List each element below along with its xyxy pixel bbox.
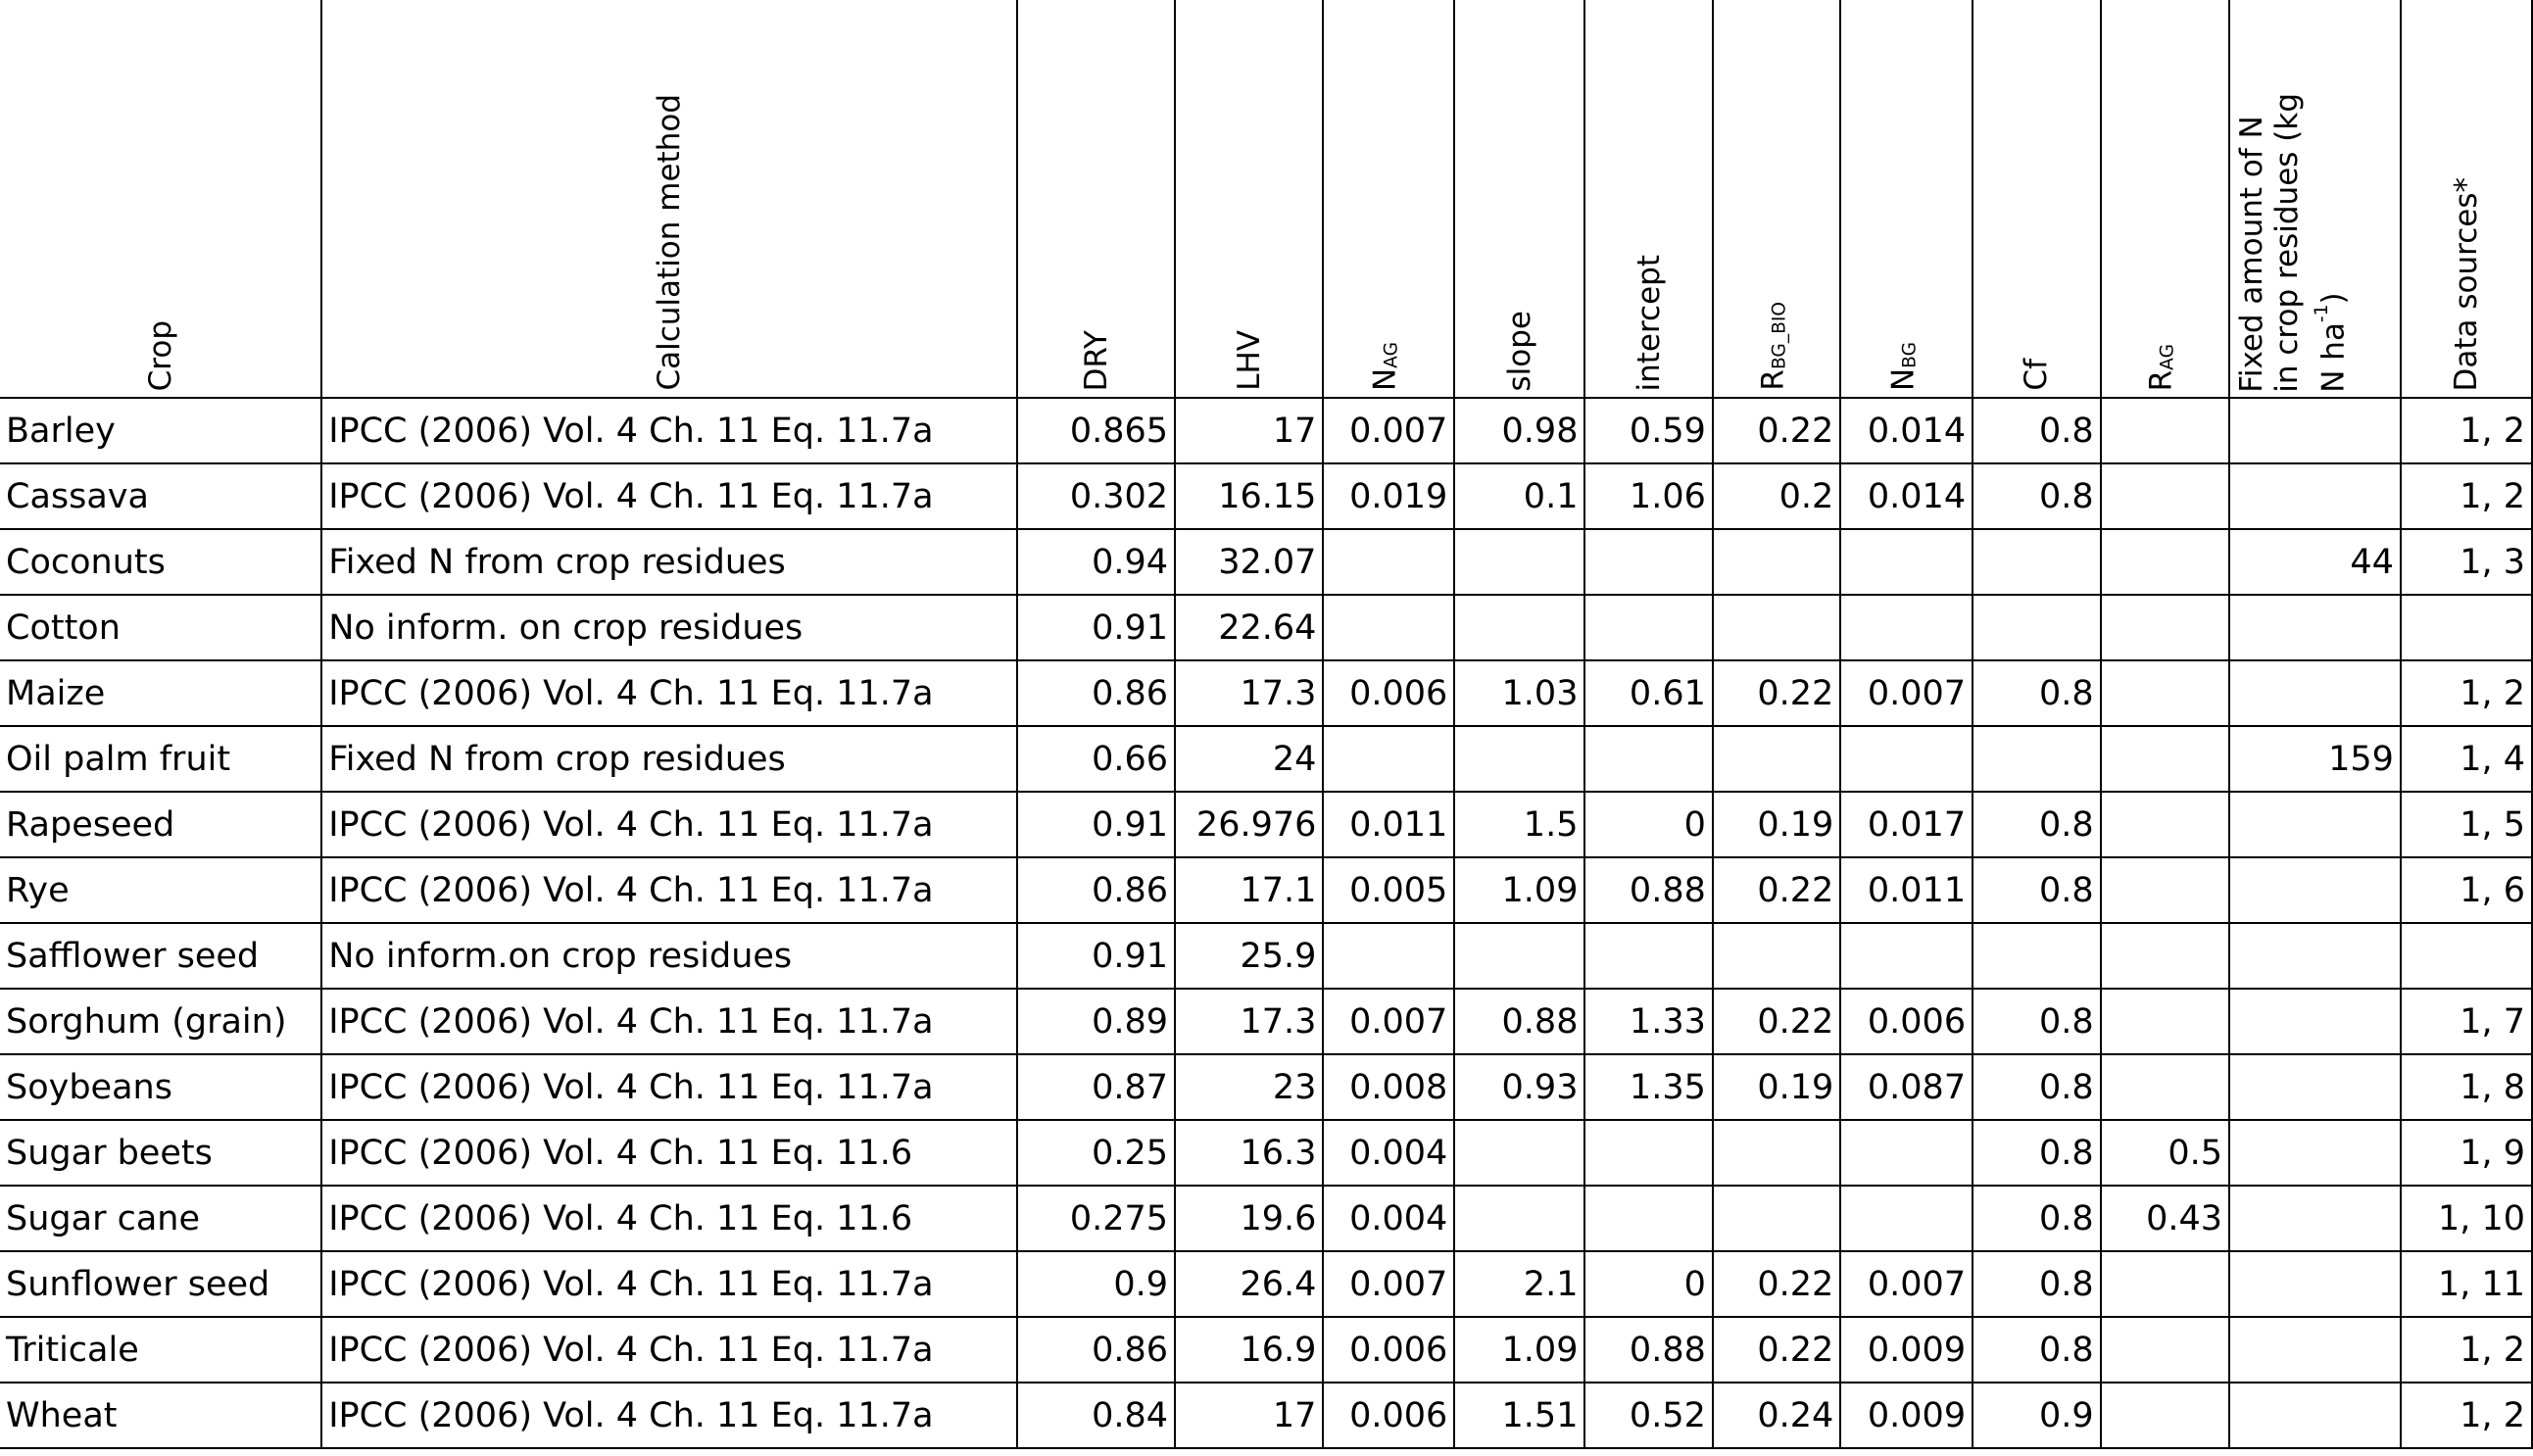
table-row	[0, 463, 2532, 529]
cell-method: Fixed N from crop residues	[321, 726, 1017, 792]
cell-method: IPCC (2006) Vol. 4 Ch. 11 Eq. 11.6	[321, 1186, 1017, 1251]
cell-fixed-n	[2229, 398, 2401, 463]
cell-r-ag	[2101, 595, 2229, 660]
table-row	[0, 595, 2532, 660]
cell-r-ag	[2101, 660, 2229, 726]
cell-slope: 0.88	[1454, 989, 1584, 1054]
cell-cf: 0.8	[1973, 1317, 2101, 1383]
cell-r-ag	[2101, 989, 2229, 1054]
header-data-sources: Data sources*	[2401, 0, 2532, 398]
header-slope: slope	[1454, 0, 1584, 398]
cell-data-sources: 1, 10	[2401, 1186, 2532, 1251]
cell-r-ag	[2101, 1054, 2229, 1120]
cell-intercept: 0	[1584, 1251, 1712, 1317]
cell-r-bg-bio: 0.22	[1713, 857, 1840, 923]
cell-n-ag: 0.007	[1323, 398, 1454, 463]
cell-n-bg: 0.009	[1840, 1383, 1973, 1448]
cell-r-bg-bio: 0.22	[1713, 1251, 1840, 1317]
cell-dry: 0.66	[1017, 726, 1175, 792]
header-lhv: LHV	[1175, 0, 1323, 398]
cell-r-ag	[2101, 857, 2229, 923]
cell-cf	[1973, 529, 2101, 595]
cell-r-bg-bio	[1713, 529, 1840, 595]
cell-slope: 1.03	[1454, 660, 1584, 726]
header-r-bg-bio-label: $R_{BG\_BIO}$	[1755, 302, 1791, 391]
cell-dry: 0.86	[1017, 857, 1175, 923]
header-n-bg	[1840, 0, 1973, 398]
table-row	[0, 857, 2532, 923]
cell-r-bg-bio	[1713, 1186, 1840, 1251]
cell-cf: 0.8	[1973, 463, 2101, 529]
cell-n-bg	[1840, 726, 1973, 792]
cell-r-bg-bio: 0.22	[1713, 398, 1840, 463]
cell-slope: 1.5	[1454, 792, 1584, 857]
cell-r-ag	[2101, 529, 2229, 595]
cell-n-ag: 0.004	[1323, 1186, 1454, 1251]
cell-method: IPCC (2006) Vol. 4 Ch. 11 Eq. 11.7a	[321, 463, 1017, 529]
cell-n-bg	[1840, 923, 1973, 989]
cell-r-bg-bio: 0.22	[1713, 989, 1840, 1054]
cell-data-sources: 1, 2	[2401, 398, 2532, 463]
cell-n-ag: 0.006	[1323, 1317, 1454, 1383]
cell-slope: 1.51	[1454, 1383, 1584, 1448]
cell-data-sources: 1, 2	[2401, 1317, 2532, 1383]
cell-method: IPCC (2006) Vol. 4 Ch. 11 Eq. 11.7a	[321, 857, 1017, 923]
cell-r-ag: 0.43	[2101, 1186, 2229, 1251]
cell-intercept: 1.33	[1584, 989, 1712, 1054]
cell-n-ag: 0.005	[1323, 857, 1454, 923]
cell-intercept	[1584, 595, 1712, 660]
cell-dry: 0.91	[1017, 595, 1175, 660]
cell-fixed-n	[2229, 989, 2401, 1054]
cell-lhv: 16.3	[1175, 1120, 1323, 1186]
header-r-ag	[2101, 0, 2229, 398]
cell-cf: 0.8	[1973, 660, 2101, 726]
table-row	[0, 398, 2532, 463]
cell-crop: Oil palm fruit	[0, 726, 321, 792]
cell-fixed-n	[2229, 595, 2401, 660]
cell-dry: 0.89	[1017, 989, 1175, 1054]
cell-lhv: 25.9	[1175, 923, 1323, 989]
cell-n-bg	[1840, 529, 1973, 595]
cell-r-bg-bio	[1713, 595, 1840, 660]
cell-intercept	[1584, 1186, 1712, 1251]
cell-n-bg: 0.009	[1840, 1317, 1973, 1383]
cell-intercept: 1.06	[1584, 463, 1712, 529]
cell-n-ag: 0.007	[1323, 1251, 1454, 1317]
cell-cf: 0.8	[1973, 1186, 2101, 1251]
cell-lhv: 17.1	[1175, 857, 1323, 923]
cell-dry: 0.302	[1017, 463, 1175, 529]
cell-n-bg	[1840, 595, 1973, 660]
cell-cf	[1973, 923, 2101, 989]
cell-slope	[1454, 726, 1584, 792]
header-n-bg-label: $N_{BG}$	[1885, 341, 1922, 391]
table-row	[0, 1251, 2532, 1317]
cell-lhv: 17.3	[1175, 660, 1323, 726]
cell-n-ag	[1323, 595, 1454, 660]
cell-dry: 0.9	[1017, 1251, 1175, 1317]
cell-r-ag	[2101, 1251, 2229, 1317]
cell-n-ag: 0.006	[1323, 660, 1454, 726]
cell-method: Fixed N from crop residues	[321, 529, 1017, 595]
cell-slope: 2.1	[1454, 1251, 1584, 1317]
cell-n-bg	[1840, 1120, 1973, 1186]
cell-r-ag	[2101, 398, 2229, 463]
cell-cf: 0.8	[1973, 1054, 2101, 1120]
cell-n-ag: 0.006	[1323, 1383, 1454, 1448]
header-intercept: intercept	[1584, 0, 1712, 398]
header-row	[0, 0, 2532, 398]
table-row	[0, 1054, 2532, 1120]
cell-fixed-n: 44	[2229, 529, 2401, 595]
cell-fixed-n	[2229, 1186, 2401, 1251]
cell-method: IPCC (2006) Vol. 4 Ch. 11 Eq. 11.7a	[321, 398, 1017, 463]
cell-fixed-n	[2229, 1054, 2401, 1120]
cell-intercept	[1584, 923, 1712, 989]
cell-slope: 1.09	[1454, 857, 1584, 923]
cell-intercept	[1584, 1120, 1712, 1186]
cell-intercept: 1.35	[1584, 1054, 1712, 1120]
cell-lhv: 19.6	[1175, 1186, 1323, 1251]
table-row	[0, 1186, 2532, 1251]
cell-fixed-n	[2229, 1317, 2401, 1383]
cell-n-ag	[1323, 923, 1454, 989]
cell-lhv: 16.9	[1175, 1317, 1323, 1383]
cell-n-bg: 0.007	[1840, 660, 1973, 726]
cell-method: IPCC (2006) Vol. 4 Ch. 11 Eq. 11.7a	[321, 1251, 1017, 1317]
cell-intercept: 0.59	[1584, 398, 1712, 463]
cell-n-bg: 0.017	[1840, 792, 1973, 857]
cell-method: IPCC (2006) Vol. 4 Ch. 11 Eq. 11.7a	[321, 1383, 1017, 1448]
cell-crop: Soybeans	[0, 1054, 321, 1120]
cell-crop: Sugar beets	[0, 1120, 321, 1186]
cell-n-bg: 0.007	[1840, 1251, 1973, 1317]
header-r-ag-label: $R_{AG}$	[2143, 343, 2179, 391]
cell-data-sources: 1, 9	[2401, 1120, 2532, 1186]
cell-intercept: 0	[1584, 792, 1712, 857]
cell-r-bg-bio: 0.2	[1713, 463, 1840, 529]
cell-fixed-n: 159	[2229, 726, 2401, 792]
cell-r-bg-bio: 0.24	[1713, 1383, 1840, 1448]
cell-lhv: 24	[1175, 726, 1323, 792]
cell-slope	[1454, 595, 1584, 660]
cell-r-bg-bio	[1713, 923, 1840, 989]
cell-slope	[1454, 1186, 1584, 1251]
cell-method: IPCC (2006) Vol. 4 Ch. 11 Eq. 11.7a	[321, 660, 1017, 726]
cell-lhv: 17	[1175, 398, 1323, 463]
cell-slope: 0.1	[1454, 463, 1584, 529]
cell-dry: 0.25	[1017, 1120, 1175, 1186]
cell-data-sources: 1, 8	[2401, 1054, 2532, 1120]
cell-crop: Coconuts	[0, 529, 321, 595]
cell-r-bg-bio: 0.22	[1713, 1317, 1840, 1383]
header-fixed-n-label: Fixed amount of N in crop residues (kg N $ha^{-1}$)	[2234, 93, 2352, 393]
cell-method: No inform.on crop residues	[321, 923, 1017, 989]
cell-crop: Rye	[0, 857, 321, 923]
header-calculation-method: Calculation method	[321, 0, 1017, 398]
cell-cf: 0.8	[1973, 792, 2101, 857]
cell-n-bg: 0.014	[1840, 398, 1973, 463]
cell-crop: Cotton	[0, 595, 321, 660]
cell-slope	[1454, 529, 1584, 595]
table-row	[0, 1383, 2532, 1448]
cell-r-bg-bio: 0.19	[1713, 1054, 1840, 1120]
cell-dry: 0.86	[1017, 1317, 1175, 1383]
header-dry: DRY	[1017, 0, 1175, 398]
table-row	[0, 923, 2532, 989]
cell-method: No inform. on crop residues	[321, 595, 1017, 660]
cell-data-sources	[2401, 595, 2532, 660]
header-fixed-n	[2229, 0, 2401, 398]
cell-dry: 0.87	[1017, 1054, 1175, 1120]
cell-lhv: 17.3	[1175, 989, 1323, 1054]
cell-cf	[1973, 726, 2101, 792]
cell-slope: 0.98	[1454, 398, 1584, 463]
cell-r-ag	[2101, 1317, 2229, 1383]
cell-r-ag	[2101, 792, 2229, 857]
cell-r-ag	[2101, 1383, 2229, 1448]
cell-lhv: 16.15	[1175, 463, 1323, 529]
cell-n-bg: 0.014	[1840, 463, 1973, 529]
cell-data-sources: 1, 7	[2401, 989, 2532, 1054]
cell-crop: Sorghum (grain)	[0, 989, 321, 1054]
cell-data-sources: 1, 2	[2401, 660, 2532, 726]
cell-slope: 1.09	[1454, 1317, 1584, 1383]
cell-fixed-n	[2229, 463, 2401, 529]
header-crop: Crop	[0, 0, 321, 398]
cell-crop: Cassava	[0, 463, 321, 529]
cell-dry: 0.91	[1017, 792, 1175, 857]
cell-dry: 0.86	[1017, 660, 1175, 726]
table-row	[0, 529, 2532, 595]
cell-dry: 0.275	[1017, 1186, 1175, 1251]
cell-slope	[1454, 923, 1584, 989]
cell-method: IPCC (2006) Vol. 4 Ch. 11 Eq. 11.7a	[321, 1317, 1017, 1383]
cell-data-sources: 1, 5	[2401, 792, 2532, 857]
table-row	[0, 1120, 2532, 1186]
cell-r-bg-bio	[1713, 726, 1840, 792]
table-row	[0, 989, 2532, 1054]
cell-intercept: 0.88	[1584, 1317, 1712, 1383]
cell-method: IPCC (2006) Vol. 4 Ch. 11 Eq. 11.7a	[321, 989, 1017, 1054]
cell-cf: 0.8	[1973, 1251, 2101, 1317]
cell-crop: Rapeseed	[0, 792, 321, 857]
cell-r-ag	[2101, 726, 2229, 792]
cell-n-bg: 0.006	[1840, 989, 1973, 1054]
cell-cf: 0.8	[1973, 857, 2101, 923]
cell-cf: 0.8	[1973, 1120, 2101, 1186]
cell-intercept	[1584, 529, 1712, 595]
cell-n-ag: 0.008	[1323, 1054, 1454, 1120]
cell-dry: 0.91	[1017, 923, 1175, 989]
cell-fixed-n	[2229, 1120, 2401, 1186]
cell-data-sources: 1, 2	[2401, 463, 2532, 529]
cell-crop: Wheat	[0, 1383, 321, 1448]
cell-cf: 0.8	[1973, 398, 2101, 463]
cell-n-ag: 0.007	[1323, 989, 1454, 1054]
cell-slope: 0.93	[1454, 1054, 1584, 1120]
cell-crop: Safflower seed	[0, 923, 321, 989]
cell-r-bg-bio: 0.22	[1713, 660, 1840, 726]
cell-r-ag	[2101, 463, 2229, 529]
cell-n-ag: 0.011	[1323, 792, 1454, 857]
cell-fixed-n	[2229, 923, 2401, 989]
header-r-bg-bio	[1713, 0, 1840, 398]
cell-lhv: 22.64	[1175, 595, 1323, 660]
cell-n-bg: 0.087	[1840, 1054, 1973, 1120]
cell-n-ag: 0.019	[1323, 463, 1454, 529]
header-n-ag	[1323, 0, 1454, 398]
cell-method: IPCC (2006) Vol. 4 Ch. 11 Eq. 11.6	[321, 1120, 1017, 1186]
cell-crop: Barley	[0, 398, 321, 463]
header-n-ag-label: $N_{AG}$	[1367, 341, 1403, 391]
cell-lhv: 23	[1175, 1054, 1323, 1120]
cell-fixed-n	[2229, 857, 2401, 923]
cell-fixed-n	[2229, 1251, 2401, 1317]
cell-fixed-n	[2229, 792, 2401, 857]
cell-dry: 0.94	[1017, 529, 1175, 595]
header-cf: Cf	[1973, 0, 2101, 398]
cell-dry: 0.84	[1017, 1383, 1175, 1448]
cell-n-ag	[1323, 726, 1454, 792]
cell-n-ag	[1323, 529, 1454, 595]
cell-fixed-n	[2229, 1383, 2401, 1448]
cell-data-sources: 1, 11	[2401, 1251, 2532, 1317]
table-row	[0, 726, 2532, 792]
cell-r-ag	[2101, 923, 2229, 989]
cell-lhv: 26.976	[1175, 792, 1323, 857]
table-row	[0, 1317, 2532, 1383]
cell-slope	[1454, 1120, 1584, 1186]
cell-data-sources: 1, 3	[2401, 529, 2532, 595]
table-row	[0, 660, 2532, 726]
cell-dry: 0.865	[1017, 398, 1175, 463]
cell-crop: Sugar cane	[0, 1186, 321, 1251]
cell-lhv: 26.4	[1175, 1251, 1323, 1317]
cell-crop: Triticale	[0, 1317, 321, 1383]
cell-method: IPCC (2006) Vol. 4 Ch. 11 Eq. 11.7a	[321, 792, 1017, 857]
cell-cf	[1973, 595, 2101, 660]
cell-intercept	[1584, 726, 1712, 792]
cell-r-bg-bio	[1713, 1120, 1840, 1186]
cell-data-sources: 1, 6	[2401, 857, 2532, 923]
cell-cf: 0.9	[1973, 1383, 2101, 1448]
cell-intercept: 0.61	[1584, 660, 1712, 726]
cell-data-sources	[2401, 923, 2532, 989]
table-row	[0, 792, 2532, 857]
cell-method: IPCC (2006) Vol. 4 Ch. 11 Eq. 11.7a	[321, 1054, 1017, 1120]
cell-n-bg: 0.011	[1840, 857, 1973, 923]
cell-crop: Maize	[0, 660, 321, 726]
cell-crop: Sunflower seed	[0, 1251, 321, 1317]
cell-r-bg-bio: 0.19	[1713, 792, 1840, 857]
cell-fixed-n	[2229, 660, 2401, 726]
cell-lhv: 32.07	[1175, 529, 1323, 595]
cell-r-ag: 0.5	[2101, 1120, 2229, 1186]
cell-n-ag: 0.004	[1323, 1120, 1454, 1186]
cell-lhv: 17	[1175, 1383, 1323, 1448]
cell-intercept: 0.52	[1584, 1383, 1712, 1448]
cell-n-bg	[1840, 1186, 1973, 1251]
cell-data-sources: 1, 2	[2401, 1383, 2532, 1448]
cell-data-sources: 1, 4	[2401, 726, 2532, 792]
cell-cf: 0.8	[1973, 989, 2101, 1054]
cell-intercept: 0.88	[1584, 857, 1712, 923]
